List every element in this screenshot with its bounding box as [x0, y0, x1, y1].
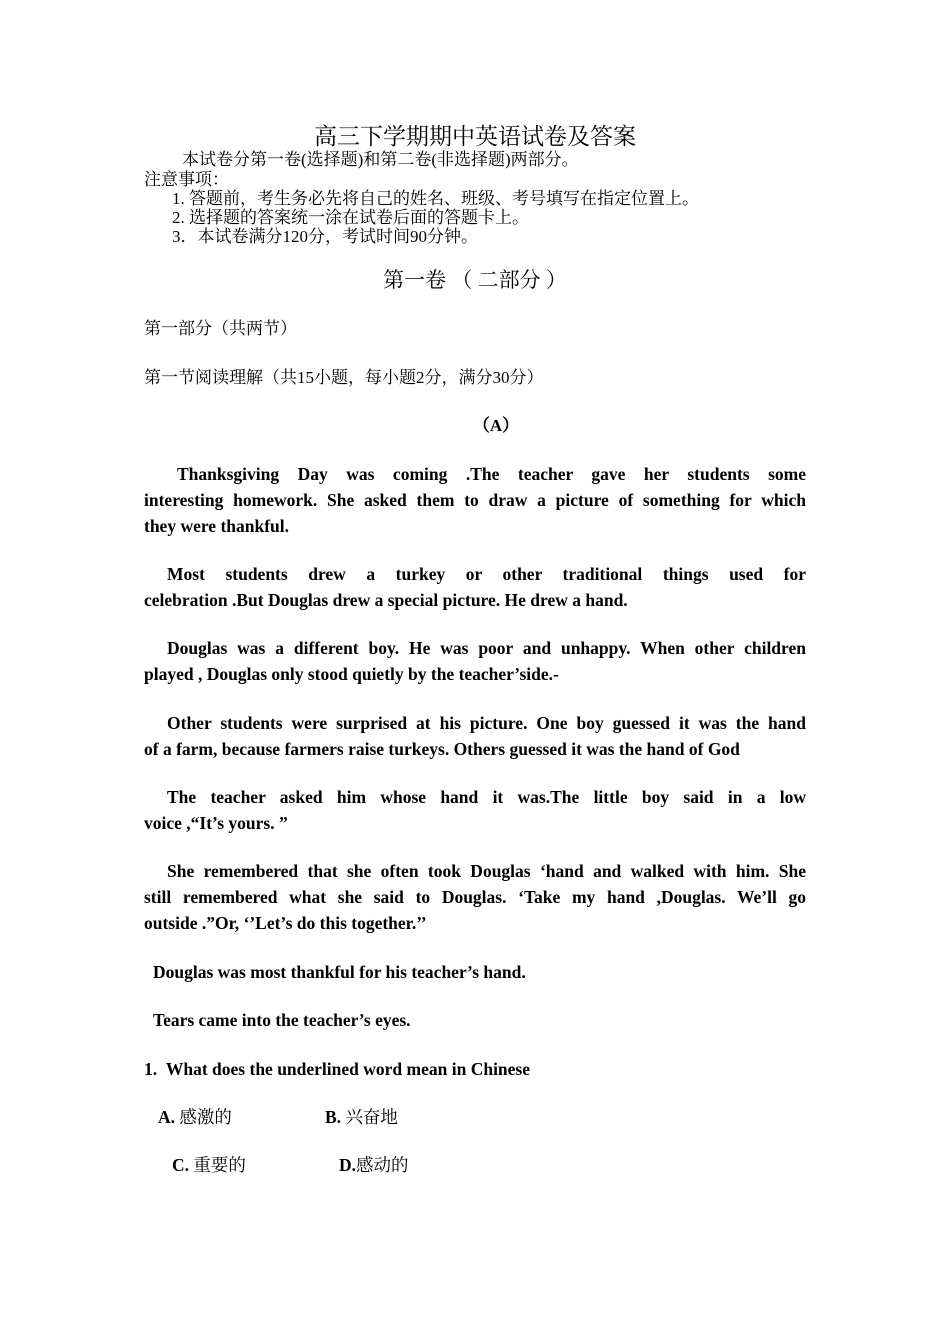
paragraph-line: Douglas was a different boy. He was poor and unhappy. When other children [167, 638, 806, 658]
paragraph-2 [144, 561, 806, 613]
option-text: 感激的 [179, 1107, 232, 1127]
option-d [339, 1153, 409, 1177]
intro-text: 本试卷分第一卷(选择题)和第二卷(非选择题)两部分。 [182, 150, 579, 169]
option-text: 感动的 [356, 1155, 409, 1175]
paragraph-5 [144, 784, 806, 836]
paragraph-line: Most students drew a turkey or other traditional things used for [167, 564, 806, 584]
paragraph-4 [144, 710, 806, 762]
volume-title: 第一卷 （ 二部分 ） [383, 268, 567, 292]
option-text: 兴奋地 [345, 1107, 398, 1127]
notice-heading: 注意事项： [144, 170, 229, 189]
question-number: 1. [144, 1059, 158, 1079]
paragraph-1 [144, 461, 806, 539]
notice-item: 2. 选择题的答案统一涂在试卷后面的答题卡上。 [172, 208, 529, 227]
paragraph-line: outside .”Or, ‘’Let’s do this together.’’ [144, 913, 427, 933]
paragraph-6 [144, 858, 806, 936]
paragraph-line: voice ,“It’s yours. ” [144, 813, 288, 833]
paragraph-8 [144, 1007, 806, 1033]
paragraph-line: celebration .But Douglas drew a special picture. He drew a hand. [144, 590, 628, 610]
page-title: 高三下学期期中英语试卷及答案 [314, 124, 636, 149]
paragraph-line: Tears came into the teacher’s eyes. [153, 1010, 411, 1030]
paragraph-line: Douglas was most thankful for his teacher’s hand. [153, 962, 526, 982]
passage-label: （A） [472, 416, 520, 435]
paragraph-3 [144, 635, 806, 687]
question-1 [144, 1057, 530, 1081]
option-letter: C. [172, 1155, 190, 1175]
paragraph-7 [144, 959, 806, 985]
paragraph-line: Thanksgiving Day was coming .The teacher gave her students some [177, 464, 806, 484]
paragraph-line: played , Douglas only stood quietly by the teacher’side.- [144, 664, 559, 684]
option-b [325, 1105, 398, 1129]
option-text: 重要的 [193, 1155, 246, 1175]
option-a [158, 1105, 232, 1129]
notice-item: 3．本试卷满分120分，考试时间90分钟。 [172, 227, 478, 246]
section-heading: 第一节阅读理解（共15小题，每小题2分，满分30分） [144, 368, 544, 387]
notice-item: 1. 答题前，考生务必先将自己的姓名、班级、考号填写在指定位置上。 [172, 189, 699, 208]
paragraph-line: of a farm, because farmers raise turkeys. Others guessed it was the hand of God [144, 739, 740, 759]
option-letter: B. [325, 1107, 342, 1127]
paragraph-line: She remembered that she often took Douglas ‘hand and walked with him. She [167, 861, 806, 881]
question-text: What does the underlined word mean in Chinese [165, 1059, 531, 1079]
paragraph-line: The teacher asked him whose hand it was.The little boy said in a low [167, 787, 806, 807]
option-letter: D. [339, 1155, 357, 1175]
option-c [172, 1153, 246, 1177]
paragraph-line: Other students were surprised at his picture. One boy guessed it was the hand [167, 713, 806, 733]
option-letter: A. [158, 1107, 176, 1127]
paragraph-line: they were thankful. [144, 516, 290, 536]
part-heading: 第一部分（共两节） [144, 319, 297, 338]
paragraph-line: interesting homework. She asked them to draw a picture of something for which [144, 490, 806, 510]
paragraph-line: still remembered what she said to Douglas. ‘Take my hand ,Douglas. We’ll go [144, 887, 806, 907]
